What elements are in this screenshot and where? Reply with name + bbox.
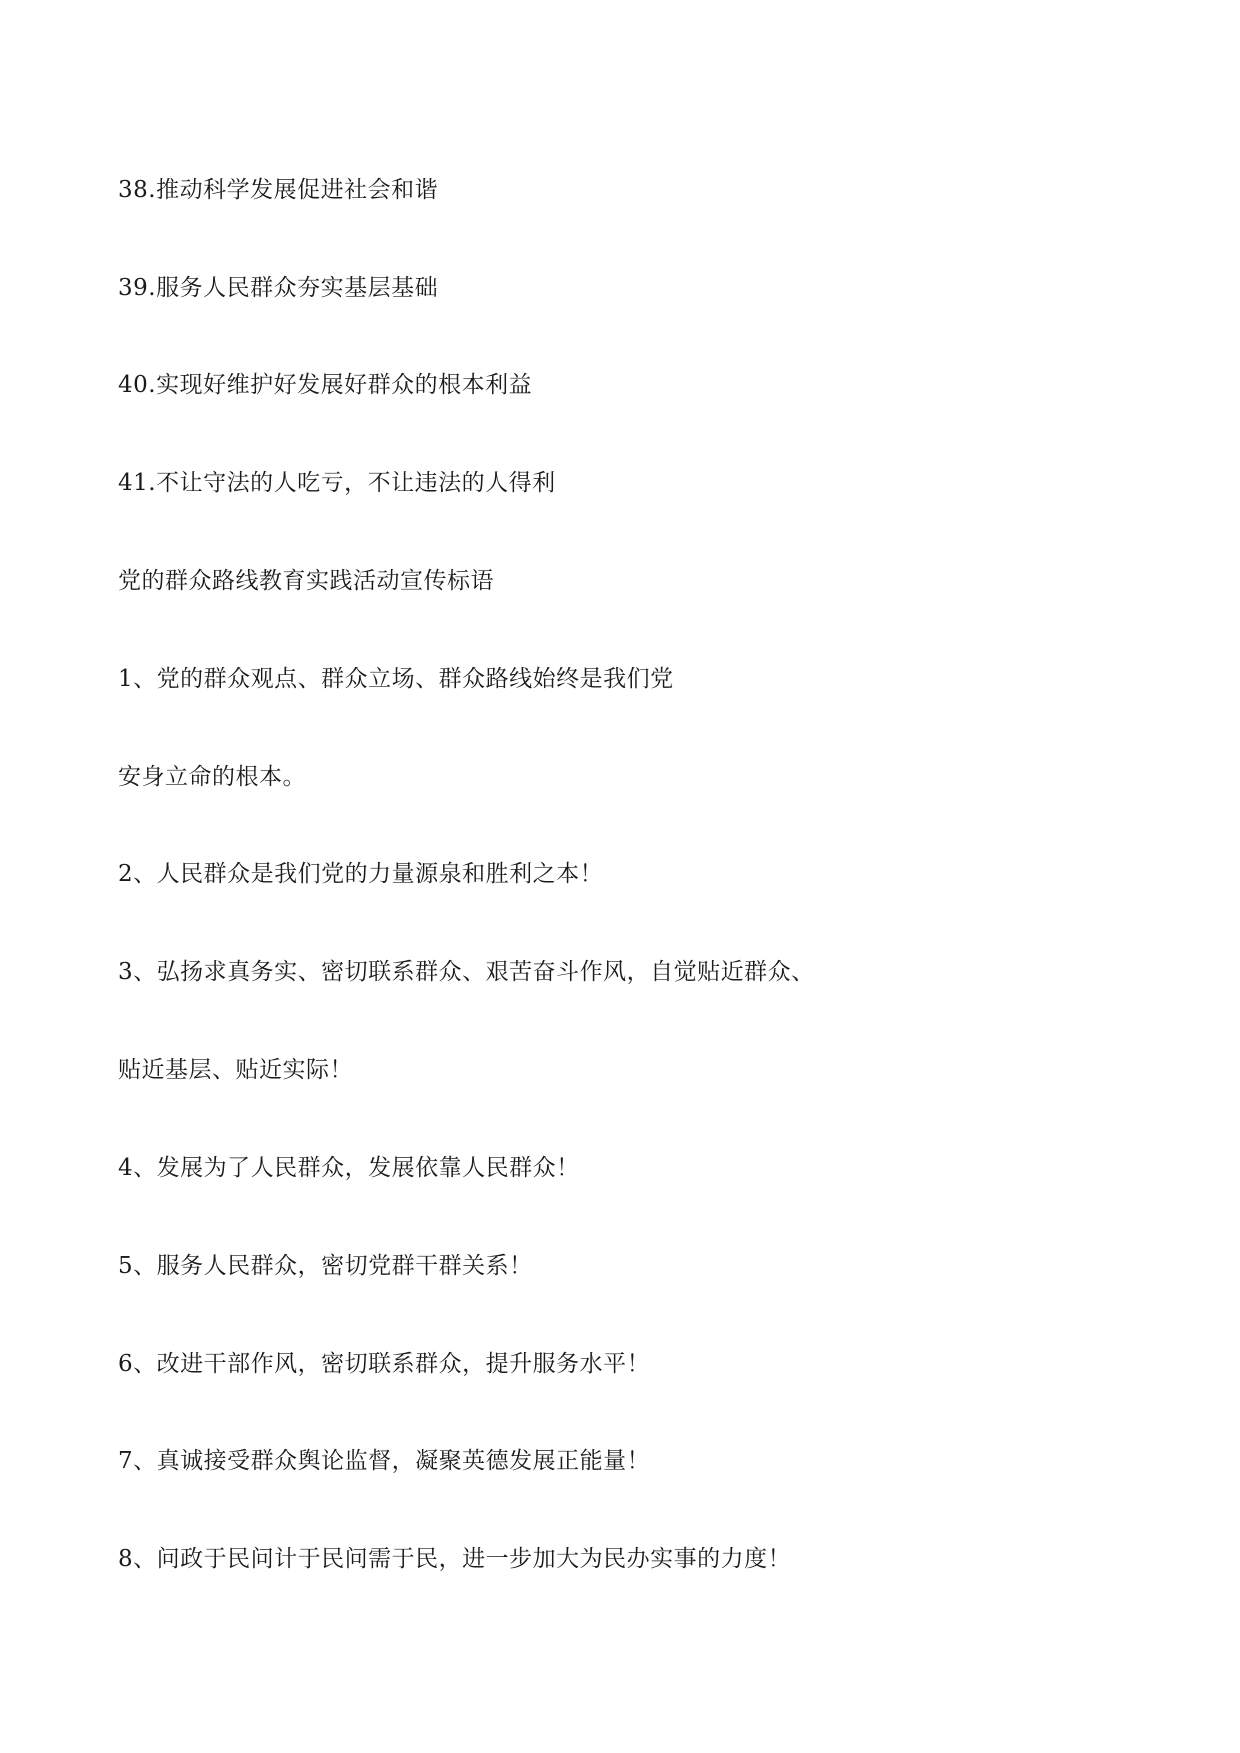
- slogan-line-2: 2、人民群众是我们党的力量源泉和胜利之本！: [118, 861, 604, 887]
- slogan-line-39: 39.服务人民群众夯实基层基础: [118, 275, 439, 301]
- slogan-line-3: 3、弘扬求真务实、密切联系群众、艰苦奋斗作风，自觉贴近群众、: [118, 959, 815, 985]
- slogan-line-38: 38.推动科学发展促进社会和谐: [118, 177, 439, 203]
- slogan-line-5: 5、服务人民群众，密切党群干群关系！: [118, 1253, 533, 1279]
- slogan-line-4: 4、发展为了人民群众，发展依靠人民群众！: [118, 1155, 580, 1181]
- slogan-line-40: 40.实现好维护好发展好群众的根本利益: [118, 372, 533, 398]
- slogan-line-1: 1、党的群众观点、群众立场、群众路线始终是我们党: [118, 666, 674, 692]
- slogan-line-6: 6、改进干部作风，密切联系群众，提升服务水平！: [118, 1351, 651, 1377]
- slogan-line-3-cont: 贴近基层、贴近实际！: [118, 1057, 353, 1083]
- slogan-line-7: 7、真诚接受群众舆论监督，凝聚英德发展正能量！: [118, 1448, 651, 1474]
- slogan-line-41: 41.不让守法的人吃亏，不让违法的人得利: [118, 470, 556, 496]
- slogan-line-1-cont: 安身立命的根本。: [118, 764, 306, 790]
- section-heading: 党的群众路线教育实践活动宣传标语: [118, 568, 494, 594]
- slogan-line-8: 8、问政于民问计于民问需于民，进一步加大为民办实事的力度！: [118, 1546, 792, 1572]
